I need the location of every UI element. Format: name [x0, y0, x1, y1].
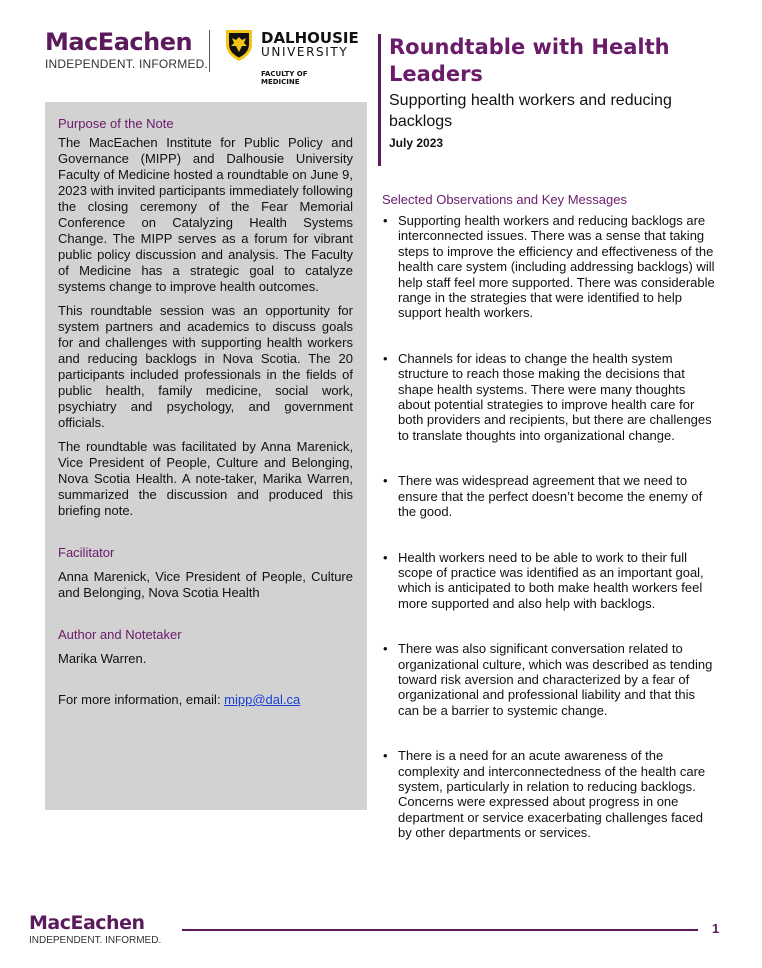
more-info-label: For more information, email: [58, 692, 225, 707]
maceachen-logo-name: MacEachen [45, 28, 193, 56]
footer-rule [182, 929, 698, 931]
logo-divider [209, 30, 210, 72]
dalhousie-crest-icon [224, 28, 254, 62]
maceachen-logo-tagline: INDEPENDENT. INFORMED. [45, 57, 209, 71]
purpose-paragraph-2: This roundtable session was an opportunity for system partners and academics to discuss goals for and challenges with supporting health workers and reducing backlogs in Nova Scotia. The 20 participants included professionals in the fields of public health, family medicine, social work, psychiatry and psychology, and government officials. [58, 303, 353, 430]
footer-logo-tagline: INDEPENDENT. INFORMED. [29, 935, 162, 946]
observations-list [383, 213, 718, 841]
dalhousie-name: DALHOUSIE [261, 29, 359, 47]
observations-section [383, 192, 718, 841]
title-block [389, 34, 739, 150]
page-subtitle: Supporting health workers and reducing backlogs [389, 92, 672, 130]
email-link[interactable]: mipp@dal.ca [224, 692, 301, 707]
footer-logo-name: MacEachen [29, 912, 145, 934]
purpose-heading: Purpose of the Note [58, 116, 174, 131]
page-number: 1 [712, 921, 720, 936]
observation-item: • Health workers need to be able to work to their full scope of practice was identified as an important goal, which is anticipated to both make health workers feel more supported and also help with backlogs. [383, 550, 718, 612]
dalhousie-faculty: FACULTY OF MEDICINE [261, 70, 308, 86]
sidebar-panel [45, 102, 367, 810]
observation-item: • Supporting health workers and reducing backlogs are interconnected issues. There was a sense that taking steps to improve the efficiency and effectiveness of the health care system (including addressing backlogs) will help staff feel more supported. There was considerable range in the strategies that were identified to help support health workers. [383, 213, 718, 321]
dalhousie-university: UNIVERSITY [261, 45, 349, 59]
more-info-line [58, 692, 353, 708]
observation-item: • There is a need for an acute awareness of the complexity and interconnectedness of the health care system, particularly in relation to reducing backlogs. Concerns were expressed about progress in one department or service exacerbating challenges faced by other departments or services. [383, 748, 718, 840]
footer-maceachen-logo [29, 912, 161, 946]
observations-heading: Selected Observations and Key Messages [382, 192, 627, 207]
purpose-paragraph-3: The roundtable was facilitated by Anna Marenick, Vice President of People, Culture and Belonging, Nova Scotia Health. A note-taker, Marika Warren, summarized the discussion and produced this briefing note. [58, 439, 353, 518]
page-title: Roundtable with Health Leaders [389, 35, 670, 86]
facilitator-heading: Facilitator [58, 545, 115, 560]
title-accent-bar [378, 34, 381, 166]
observation-item: • Channels for ideas to change the health system structure to reach those making the decisions that shape health systems. There were many thoughts about potential strategies to improve health care for both providers and recipients, but there are challenges to translate thoughts into organizational change. [383, 351, 718, 443]
dalhousie-logo [224, 28, 394, 90]
observation-item: • There was also significant conversation related to organizational culture, which was described as tending toward risk aversion and characterized by a fear of organizational and professional liability and that this can be a barrier to systemic change. [383, 641, 718, 718]
observation-item: • There was widespread agreement that we need to ensure that the perfect doesn’t become the enemy of the good. [383, 473, 718, 519]
maceachen-logo [45, 28, 208, 71]
author-heading: Author and Notetaker [58, 627, 182, 642]
facilitator-text: Anna Marenick, Vice President of People, Culture and Belonging, Nova Scotia Health [58, 569, 353, 600]
author-text: Marika Warren. [58, 651, 147, 666]
purpose-paragraph-1: The MacEachen Institute for Public Policy and Governance (MIPP) and Dalhousie University Faculty of Medicine hosted a roundtable on June 9, 2023 with invited participants immediately following the closing ceremony of the Fear Memorial Conference on Catalyzing Health Systems Change. The MIPP serves as a forum for vibrant public policy discussion and analysis. The Faculty of Medicine has a strategic goal to catalyze systems change to improve health outcomes. [58, 135, 353, 294]
publication-date: July 2023 [389, 136, 444, 150]
